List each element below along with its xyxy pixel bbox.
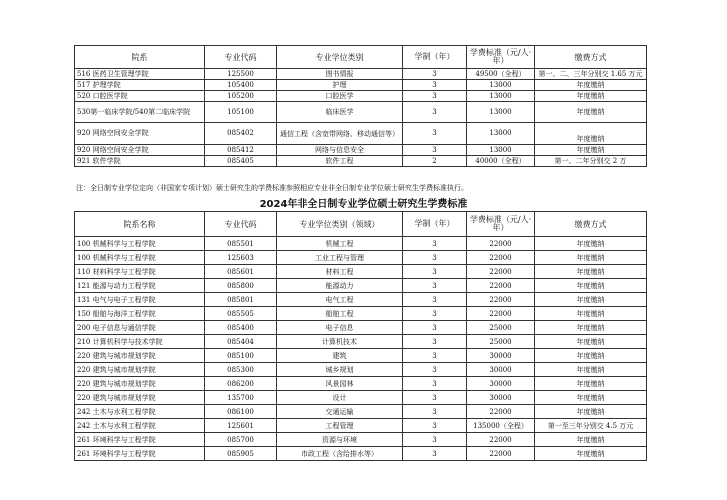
cell-code: 086100	[205, 405, 277, 419]
cell-category: 资源与环境	[277, 433, 403, 447]
cell-tuition: 22000	[467, 447, 535, 461]
header-major-code: 专业代码	[205, 46, 277, 69]
cell-code: 125500	[205, 69, 277, 80]
cell-duration: 3	[403, 293, 467, 307]
cell-category: 临床医学	[277, 102, 403, 123]
cell-category: 网络与信息安全	[277, 145, 403, 156]
header-department: 院系名称	[75, 212, 205, 237]
cell-payment: 年度缴纳	[535, 237, 647, 251]
cell-duration: 3	[403, 335, 467, 349]
cell-code: 085801	[205, 293, 277, 307]
cell-duration: 3	[403, 145, 467, 156]
cell-department: 261 环境科学与工程学院	[75, 433, 205, 447]
cell-payment: 年度缴纳	[535, 363, 647, 377]
cell-category: 图书情报	[277, 69, 403, 80]
cell-tuition: 25000	[467, 335, 535, 349]
fee-table-fulltime	[74, 45, 647, 167]
table-row	[75, 307, 647, 321]
cell-category: 城乡规划	[277, 363, 403, 377]
table-row	[75, 349, 647, 363]
cell-payment: 年度缴纳	[535, 391, 647, 405]
cell-category: 船舶工程	[277, 307, 403, 321]
cell-duration: 3	[403, 237, 467, 251]
cell-payment: 年度缴纳	[535, 91, 647, 102]
cell-category: 材料工程	[277, 265, 403, 279]
cell-payment: 年度缴纳	[535, 349, 647, 363]
cell-category: 设计	[277, 391, 403, 405]
cell-duration: 3	[403, 447, 467, 461]
cell-payment: 年度缴纳	[535, 321, 647, 335]
cell-tuition: 13000	[467, 102, 535, 123]
cell-duration: 3	[403, 102, 467, 123]
cell-payment: 年度缴纳	[535, 377, 647, 391]
cell-tuition: 13000	[467, 80, 535, 91]
cell-department: 100 机械科学与工程学院	[75, 251, 205, 265]
cell-payment: 年度缴纳	[535, 405, 647, 419]
cell-payment: 年度缴纳	[535, 123, 647, 145]
cell-code: 125601	[205, 419, 277, 433]
cell-payment: 第一、二、三年分别交 1.65 万元	[535, 69, 647, 80]
cell-code: 105200	[205, 91, 277, 102]
cell-category: 风景园林	[277, 377, 403, 391]
cell-tuition: 22000	[467, 307, 535, 321]
cell-category: 电子信息	[277, 321, 403, 335]
cell-duration: 3	[403, 91, 467, 102]
table-row	[75, 91, 647, 102]
cell-code: 085404	[205, 335, 277, 349]
cell-duration: 3	[403, 419, 467, 433]
cell-payment: 年度缴纳	[535, 293, 647, 307]
cell-duration: 3	[403, 405, 467, 419]
cell-payment: 年度缴纳	[535, 102, 647, 123]
table-row	[75, 145, 647, 156]
cell-category: 软件工程	[277, 156, 403, 167]
cell-category: 电气工程	[277, 293, 403, 307]
table-row	[75, 335, 647, 349]
table-row	[75, 447, 647, 461]
cell-tuition: 49500（全程）	[467, 69, 535, 80]
table-row	[75, 377, 647, 391]
cell-payment: 年度缴纳	[535, 80, 647, 91]
cell-code: 105100	[205, 102, 277, 123]
table-row	[75, 237, 647, 251]
cell-payment: 年度缴纳	[535, 265, 647, 279]
cell-department: 131 电气与电子工程学院	[75, 293, 205, 307]
cell-tuition: 22000	[467, 265, 535, 279]
cell-department: 516 医药卫生管理学院	[75, 69, 205, 80]
header-major-code: 专业代码	[205, 212, 277, 237]
cell-code: 085905	[205, 447, 277, 461]
cell-department: 261 环境科学与工程学院	[75, 447, 205, 461]
cell-duration: 2	[403, 156, 467, 167]
cell-tuition: 22000	[467, 405, 535, 419]
fee-table-parttime	[74, 211, 647, 461]
cell-category: 市政工程（含给排水等）	[277, 447, 403, 461]
cell-code: 085800	[205, 279, 277, 293]
cell-tuition: 22000	[467, 279, 535, 293]
cell-duration: 3	[403, 69, 467, 80]
table-row	[75, 123, 647, 145]
cell-payment: 第一至三年分别交 4.5 万元	[535, 419, 647, 433]
table-row	[75, 265, 647, 279]
cell-category: 通信工程（含宽带网络、移动通信等）	[277, 123, 403, 145]
table-row	[75, 69, 647, 80]
cell-code: 085505	[205, 307, 277, 321]
cell-tuition: 135000（全程）	[467, 419, 535, 433]
table-header-row	[75, 212, 647, 237]
cell-department: 920 网络空间安全学院	[75, 123, 205, 145]
table-row	[75, 102, 647, 123]
cell-department: 220 建筑与城市规划学院	[75, 391, 205, 405]
cell-duration: 3	[403, 251, 467, 265]
cell-code: 085405	[205, 156, 277, 167]
table-note: 注：全日制专业学位定向（非国家专项计划）硕士研究生的学费标准参照相应专业非全日制专业学位硕士研究生学费标准执行。	[76, 184, 468, 192]
cell-duration: 3	[403, 349, 467, 363]
cell-department: 920 网络空间安全学院	[75, 145, 205, 156]
cell-payment: 年度缴纳	[535, 335, 647, 349]
header-degree-category: 专业学位类别（领域）	[277, 212, 403, 237]
cell-department: 220 建筑与城市规划学院	[75, 363, 205, 377]
cell-category: 口腔医学	[277, 91, 403, 102]
cell-duration: 3	[403, 80, 467, 91]
header-duration: 学制（年）	[403, 46, 467, 69]
header-tuition: 学费标准（元/人·年）	[467, 46, 535, 69]
cell-department: 121 能源与动力工程学院	[75, 279, 205, 293]
table-row	[75, 391, 647, 405]
table-row	[75, 419, 647, 433]
header-duration: 学制（年）	[403, 212, 467, 237]
cell-code: 085400	[205, 321, 277, 335]
cell-department: 150 船舶与海洋工程学院	[75, 307, 205, 321]
cell-department: 530第一临床学院/540第二临床学院	[75, 102, 205, 123]
cell-code: 085300	[205, 363, 277, 377]
cell-department: 200 电子信息与通信学院	[75, 321, 205, 335]
cell-department: 921 软件学院	[75, 156, 205, 167]
cell-tuition: 30000	[467, 391, 535, 405]
cell-payment: 年度缴纳	[535, 145, 647, 156]
cell-code: 125603	[205, 251, 277, 265]
header-degree-category: 专业学位类别	[277, 46, 403, 69]
cell-code: 105400	[205, 80, 277, 91]
cell-code: 085402	[205, 123, 277, 145]
cell-department: 220 建筑与城市规划学院	[75, 377, 205, 391]
cell-department: 220 建筑与城市规划学院	[75, 349, 205, 363]
table-row	[75, 80, 647, 91]
cell-payment: 年度缴纳	[535, 433, 647, 447]
cell-duration: 3	[403, 123, 467, 145]
table-row	[75, 279, 647, 293]
cell-category: 交通运输	[277, 405, 403, 419]
cell-category: 计算机技术	[277, 335, 403, 349]
cell-department: 520 口腔医学院	[75, 91, 205, 102]
section-title: 2024年非全日制专业学位硕士研究生学费标准	[259, 199, 468, 210]
table-row	[75, 363, 647, 377]
cell-code: 085100	[205, 349, 277, 363]
cell-category: 工业工程与管理	[277, 251, 403, 265]
cell-code: 086200	[205, 377, 277, 391]
table-row	[75, 321, 647, 335]
cell-duration: 3	[403, 279, 467, 293]
header-tuition: 学费标准（元/人·年）	[467, 212, 535, 237]
cell-duration: 3	[403, 391, 467, 405]
cell-category: 机械工程	[277, 237, 403, 251]
cell-tuition: 13000	[467, 91, 535, 102]
cell-tuition: 22000	[467, 293, 535, 307]
cell-tuition: 40000（全程）	[467, 156, 535, 167]
cell-duration: 3	[403, 307, 467, 321]
cell-department: 242 土木与水利工程学院	[75, 405, 205, 419]
cell-category: 护理	[277, 80, 403, 91]
cell-payment: 年度缴纳	[535, 307, 647, 321]
cell-duration: 3	[403, 377, 467, 391]
table-row	[75, 293, 647, 307]
cell-department: 100 机械科学与工程学院	[75, 237, 205, 251]
cell-tuition: 13000	[467, 123, 535, 145]
cell-code: 085601	[205, 265, 277, 279]
cell-department: 517 护理学院	[75, 80, 205, 91]
cell-department: 110 材料科学与工程学院	[75, 265, 205, 279]
cell-tuition: 25000	[467, 321, 535, 335]
cell-department: 242 土木与水利工程学院	[75, 419, 205, 433]
cell-payment: 年度缴纳	[535, 279, 647, 293]
cell-payment: 年度缴纳	[535, 251, 647, 265]
cell-payment: 年度缴纳	[535, 447, 647, 461]
cell-duration: 3	[403, 265, 467, 279]
cell-category: 能源动力	[277, 279, 403, 293]
cell-code: 085700	[205, 433, 277, 447]
cell-duration: 3	[403, 363, 467, 377]
cell-tuition: 30000	[467, 363, 535, 377]
cell-tuition: 13000	[467, 145, 535, 156]
header-department: 院系	[75, 46, 205, 69]
cell-code: 085412	[205, 145, 277, 156]
cell-tuition: 22000	[467, 237, 535, 251]
cell-tuition: 30000	[467, 377, 535, 391]
cell-tuition: 22000	[467, 251, 535, 265]
cell-payment: 第一、二年分别交 2 万	[535, 156, 647, 167]
table-row	[75, 156, 647, 167]
cell-code: 135700	[205, 391, 277, 405]
cell-category: 工程管理	[277, 419, 403, 433]
cell-category: 建筑	[277, 349, 403, 363]
table-row	[75, 433, 647, 447]
table-row	[75, 251, 647, 265]
table-header-row	[75, 46, 647, 69]
cell-tuition: 30000	[467, 349, 535, 363]
cell-duration: 3	[403, 433, 467, 447]
cell-tuition: 22000	[467, 433, 535, 447]
table-row	[75, 405, 647, 419]
cell-code: 085501	[205, 237, 277, 251]
header-payment: 缴费方式	[535, 46, 647, 69]
header-payment: 缴费方式	[535, 212, 647, 237]
cell-duration: 3	[403, 321, 467, 335]
cell-department: 210 计算机科学与技术学院	[75, 335, 205, 349]
